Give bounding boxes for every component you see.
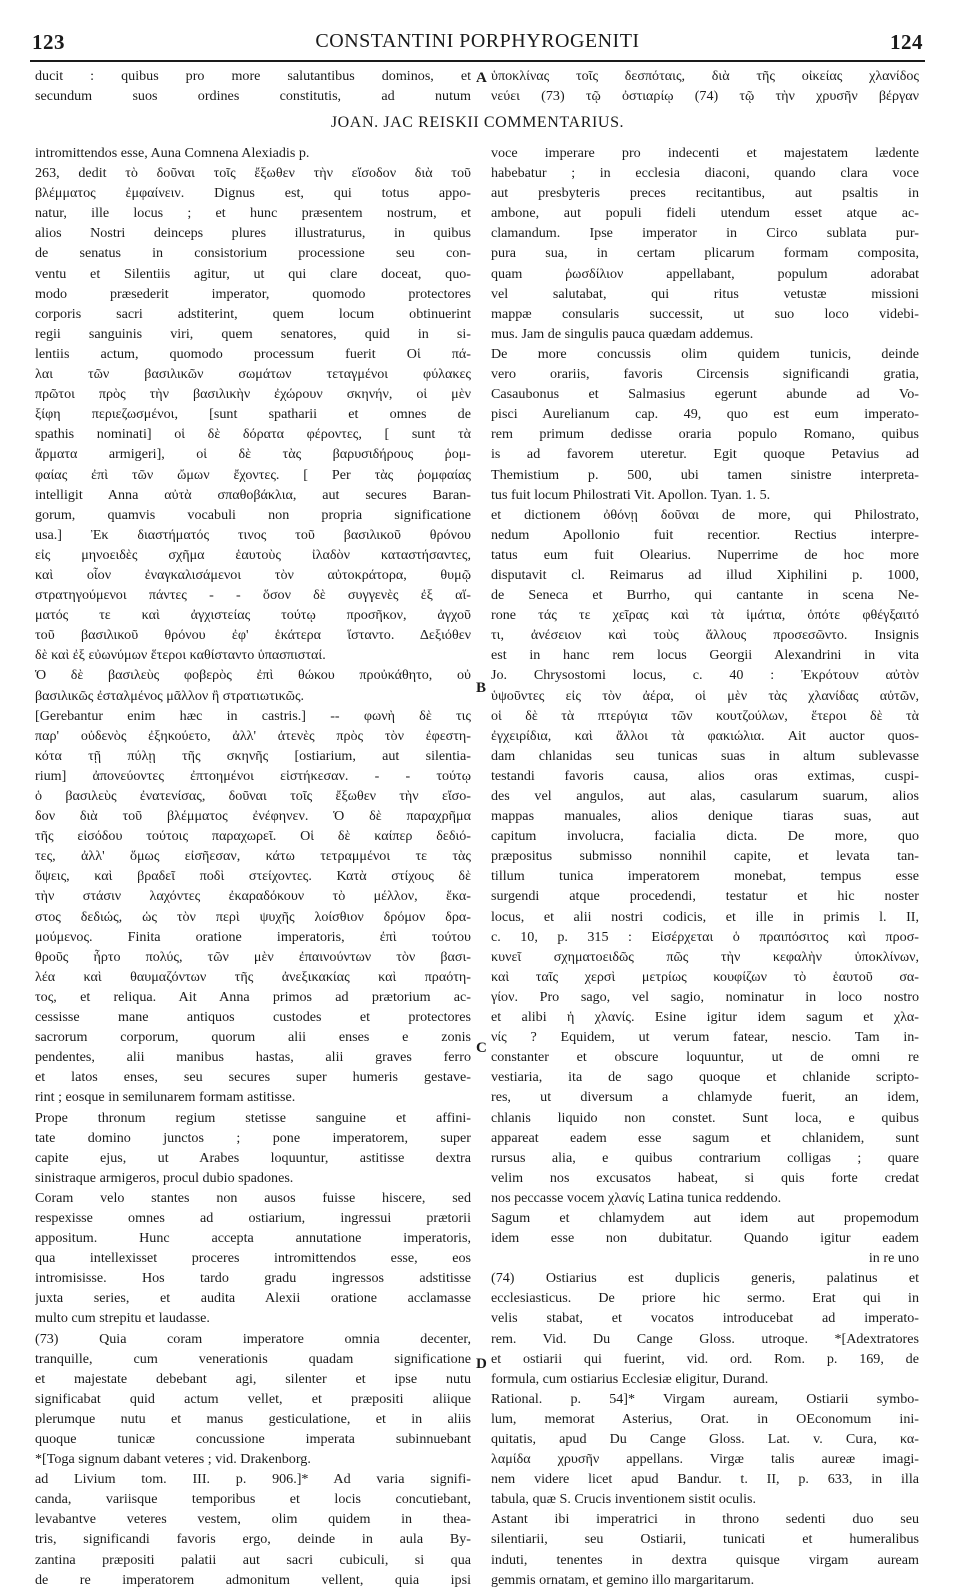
top-text-left	[35, 66, 471, 106]
text-line: corporis sacri adstiterint, quem locum obtinuerint	[35, 305, 471, 322]
text-line: testandi favoris causa, alios oras extimas, cuspi-	[491, 767, 919, 784]
text-line: Jo. Chrysostomi locus, c. 40 : Ἐκρότουν αὐτὸν	[491, 667, 919, 684]
text-line: de Seneca et Burrho, qui cantante in scena Ne-	[491, 587, 919, 604]
text-line: ξίφη περιεζωσμένοι, [sunt spatharii et omnes de	[35, 406, 471, 423]
text-line: et majestate debebant agi, silenter et ipse nutu	[35, 1370, 471, 1387]
text-line: βλέμματος ἐμφαίνειν. Dignus est, qui totus appo-	[35, 185, 471, 202]
text-line: rursus alia, e quibus contrarium colligas ; quare	[491, 1149, 919, 1166]
text-line: Astant ibi imperatrici in throno sedenti duo seu	[491, 1511, 919, 1528]
text-line: εἰς μηνοειδὲς σχῆμα ἑαυτοὺς ἰλαδὸν καταστήσαντες,	[35, 546, 471, 563]
text-line: habebatur ; in ecclesia diaconi, quando clara voce	[491, 165, 919, 182]
text-line: στρατηγούμενοι πάντες - - ὅσον δὲ συγγενὲς ἐξ αἵ-	[35, 587, 471, 604]
text-line: λαμίδα χρυσῆν appellans. Virgæ talis aureæ imagi-	[491, 1451, 919, 1468]
text-line: juxta series, et audita Alexii oratione acclamasse	[35, 1290, 471, 1307]
commentary-title: JOAN. JAC REISKII COMMENTARIUS.	[330, 114, 625, 131]
text-line: et ostiarii qui fuerint, vid. ord. Rom. p. 169, de	[491, 1350, 919, 1367]
margin-marker-a: A	[476, 70, 487, 86]
text-line: canda, variisque temporibus et locis concutiebant,	[35, 1491, 471, 1508]
text-line: mappæ consularis successit, ut suo loco videbi-	[491, 305, 919, 322]
text-line: στος δεδιώς, ὡς τὸν περὶ ψυχῆς λοίσθιον δρόμον δρα-	[35, 908, 471, 925]
text-line: appareat eadem esse sagum et chlanidem, sunt	[491, 1129, 919, 1146]
text-line: τὴν στάσιν λαχόντες ἐκαραδόκουν τὸ μέλλον, ἕκα-	[35, 888, 471, 905]
text-line: velim nos excusatos habeat, si quis forte credat	[491, 1169, 919, 1186]
text-line: in re uno	[868, 1250, 919, 1267]
text-line: pendentes, alii manibus hastas, alii graves ferro	[35, 1049, 471, 1066]
text-line: c. 10, p. 315 : Εἰσέρχεται ὁ πραιπόσιτος καὶ προσ-	[491, 928, 919, 945]
text-line: tris, significandi favoris ergo, deinde in aula By-	[35, 1531, 471, 1548]
text-line: intromisisse. Hos tardo gradu ingressos adstitisse	[35, 1270, 471, 1287]
text-line: de senatus in consistorium processione seu con-	[35, 245, 471, 262]
text-line: θροῦς ἦρτο πολύς, τῶν μὲν ἐπαινούντων τὸν βασι-	[35, 948, 471, 965]
text-line: τι, ἀνέσειον καὶ τοὺς ἄλλους προσεσῶντο. Insignis	[491, 627, 919, 644]
running-title: CONSTANTINI PORPHYROGENITI	[315, 30, 640, 52]
text-line: rem. Vid. Du Cange Gloss. utroque. *[Adextratores	[491, 1330, 919, 1347]
text-line: (74) Ostiarius est duplicis generis, palatinus et	[491, 1270, 919, 1287]
text-line: pura sua, in certam plicarum formam composita,	[491, 245, 919, 262]
text-line: mappas manuales, alios denique tiaras suas, aut	[491, 808, 919, 825]
page-header	[0, 30, 955, 58]
text-line: vestiaria, ita de sago quoque et chlanide scripto-	[491, 1069, 919, 1086]
text-line: mus. Jam de singulis pauca quædam addemus.	[491, 325, 754, 342]
text-line: τοῦ βασιλικοῦ θρόνου ἐφ' ἑκάτερα ἵσταντο. Δεξιόθεν	[35, 627, 471, 644]
text-line: τῆς εἰσόδου τούτοις παραχωρεῖ. Οἱ δὲ καίπερ δεδιό-	[35, 828, 471, 845]
text-line: Prope thronum regium stetisse sanguine et affini-	[35, 1109, 471, 1126]
text-line: chlanis liquido non constet. Sunt loca, e quibus	[491, 1109, 919, 1126]
text-line: tus fuit locum Philostrati Vit. Apollon. Tyan. 1. 5.	[491, 486, 771, 503]
text-line: appositum. Hunc accepta annutatione imperatoris,	[35, 1230, 471, 1247]
text-line: Sagum et chlamydem aut idem aut propemodum	[491, 1209, 919, 1226]
text-line: nos peccasse vocem χλανίς Latina tunica reddendo.	[491, 1189, 782, 1206]
text-line: lum, memorat Asterius, Orat. in OEconomum ini-	[491, 1410, 919, 1427]
text-line: et latos enses, seu secures super humeris gestave-	[35, 1069, 471, 1086]
text-line: Ὁ δὲ βασιλεὺς φοβερὸς ἐπὶ θώκου προὐκάθητο, οὐ	[35, 667, 471, 684]
text-line: surgendi atque procedendi, testatur et hic noster	[491, 888, 919, 905]
text-line: τος, et reliqua. Ait Anna primos ad prætorium ac-	[35, 988, 471, 1005]
text-line: silentiarii, seu Ostiarii, tunicati et humeralibus	[491, 1531, 919, 1548]
text-line: significabat quid actum vellet, et præpositi aliique	[35, 1390, 471, 1407]
text-line: intromittendos esse, Auna Comnena Alexiadis p.	[35, 145, 310, 161]
text-line: sacrorum corporum, quorum alii enses e zonis	[35, 1029, 471, 1046]
text-line: spathis nominati] οἱ δὲ δόρατα φέροντες, [ sunt τὰ	[35, 426, 471, 443]
text-line: regii sanguinis viri, quem senatores, quid in si-	[35, 325, 471, 342]
text-line: quam ῥωσδίλιον appellabant, populum adorabat	[491, 265, 919, 282]
text-line: μούμενος. Finita oratione imperatoris, ἐπὶ τούτου	[35, 928, 471, 945]
text-line: et alibi ἡ χλανίς. Esine igitur idem sagum et χλα-	[491, 1009, 919, 1026]
text-line: tillum tunica imperatorem monebat, tempus esse	[491, 868, 919, 885]
text-line: dam chlanidas seu tunicas suas in altum sublevasse	[491, 747, 919, 764]
text-line: νεύει (73) τῷ ὀστιαρίῳ (74) τῷ τὴν χρυσῆν βέργαν	[491, 88, 919, 105]
text-line: vero orariis, favoris Circensis significandi gratia,	[491, 366, 919, 383]
text-line: ὑψοῦντες εἰς τὸν ἀέρα, οἱ μὲν τὰς χλανίδας αὐτῶν,	[491, 687, 919, 704]
margin-marker-d: D	[476, 1356, 487, 1372]
text-line: voce imperare pro indecenti et majestatem lædente	[491, 145, 919, 161]
text-line: zantina præpositi palatii aut sacri cubiculi, si qua	[35, 1551, 471, 1568]
text-line: φαίας ἐπὶ τῶν ὤμων ἔχοντες. [ Per τὰς ῥομφαίας	[35, 466, 471, 483]
text-line: gorum, quamvis vocabuli non propria significatione	[35, 506, 471, 523]
text-line: ad Livium tom. III. p. 906.]* Ad varia signifi-	[35, 1471, 471, 1488]
text-line: rone τάς τε χεῖρας καὶ τὰ ἱμάτια, ὁπότε φθέγξαιτό	[491, 607, 919, 624]
top-text-right	[491, 66, 919, 106]
text-line: καὶ οἷον ἐναγκαλισάμενοι τὸν αὐτοκράτορα, θυμῷ	[35, 566, 471, 583]
text-line: ὁ βασιλεὺς ἐνατενίσας, δοῦναι τοῖς ἔξωθεν τὴν εἴσο-	[35, 788, 471, 804]
text-line: tatus eum fuit Olearius. Nuperrime de hoc more	[491, 546, 919, 563]
header-rule	[30, 60, 925, 62]
text-line: aut presbyteris preces recitantibus, aut psaltis in	[491, 185, 919, 202]
text-line: πρῶτοι πρὸς τὴν βασιλικὴν ἐχώρουν σκηνήν, οἱ μὲν	[35, 386, 471, 403]
text-line: disputavit cl. Reimarus ad illud Xiphilini p. 1000,	[491, 566, 919, 583]
text-line: capite ejus, ut Arabes loquuntur, astitisse dextra	[35, 1149, 471, 1166]
text-line: quitatis, apud Du Cange Gloss. Lat. v. Cura, κα-	[491, 1431, 919, 1447]
text-line: cessisse mane antiquos custodes et protectores	[35, 1009, 471, 1026]
text-line: Rational. p. 54]* Virgam auream, Ostiarii symbo-	[491, 1390, 919, 1407]
text-line: οἱ δὲ τὰ πτερύγια τῶν κουτζούλων, ἕτεροι δὲ τὰ	[491, 707, 919, 724]
text-line: capitum involucra, facialia dicta. De more, quo	[491, 828, 919, 845]
text-line: [Gerebantur enim hæc in castris.] -- φωνὴ δὲ τις	[35, 707, 471, 724]
text-line: νίς ? Equidem, ut verum fatear, nescio. Tam in-	[491, 1029, 919, 1046]
text-line: velis stabat, et vocatos introducebat ad imperato-	[491, 1310, 919, 1327]
text-line: respexisse omnes ad ostiarium, ingressui prætorii	[35, 1209, 471, 1226]
page-number-right: 124	[890, 30, 923, 54]
text-line: tabula, quæ S. Crucis inventionem sistit oculis.	[491, 1491, 757, 1508]
text-line: de re imperatorem admonitum vellent, quia ipsi	[35, 1571, 471, 1588]
text-line: 263, dedit τὸ δοῦναι τοῖς ἔξωθεν τὴν εἴσοδον διὰ τοῦ	[35, 165, 471, 182]
margin-marker-c: C	[476, 1040, 487, 1056]
text-line: des vel angulos, aut alas, casularum suarum, alios	[491, 788, 919, 804]
text-line: ambone, aut populi fideli utendum esset atque ac-	[491, 205, 919, 222]
text-line: γίον. Pro sago, vel sagio, nominatur in loco nostro	[491, 988, 919, 1005]
text-line: Coram velo stantes non ausos fuisse hiscere, sed	[35, 1189, 471, 1206]
text-line: κυνεῖ σχηματοειδῶς πῶς τὴν κεφαλὴν ὑποκλίνων,	[491, 948, 919, 965]
text-line: lentiis actum, quomodo processum fuerit Οἱ πά-	[35, 345, 471, 362]
commentary-right-column	[491, 143, 919, 1590]
text-line: τες, ἀλλ' ὅμως εἰσῆεσαν, κάτω τετραμμένοι τε τὰς	[35, 848, 471, 865]
text-line: qua intellexisset proceres intromittendos esse, eos	[35, 1250, 471, 1267]
text-line: ecclesiasticus. De priore hic sermo. Erat qui in	[491, 1290, 919, 1307]
text-line: tate domino junctos ; pone imperatorem, super	[35, 1129, 471, 1146]
text-line: induti, tenentes in dextra quisque virgam auream	[491, 1551, 919, 1568]
text-line: multo cum strepitu et laudasse.	[35, 1310, 210, 1327]
text-line: ducit : quibus pro more salutantibus dominos, et	[35, 68, 471, 84]
text-line: constanter et obscure loquuntur, ut de omni re	[491, 1049, 919, 1066]
text-line: pisci Aurelianum cap. 49, quo est eum imperato-	[491, 406, 919, 423]
text-line: idem esse non dubitatur. Quando igitur eadem	[491, 1230, 919, 1247]
text-line: præpositus submisso nonnihil capite, et levata tan-	[491, 848, 919, 865]
text-line: gemmis ornatam, et gemino illo margaritarum.	[491, 1571, 755, 1588]
text-line: λαι τῶν βασιλικῶν σωμάτων τεταγμένοι φύλακες	[35, 366, 471, 383]
text-line: res, ut diversum a chlamyde fuerit, an idem,	[491, 1089, 919, 1106]
text-line: clamandum. Ipse imperator in Circo sublata pur-	[491, 225, 919, 242]
text-line: rium] ἀπονεύοντες ἐπτοημένοι εἱστήκεσαν. - - τούτῳ	[35, 767, 471, 784]
text-line: plerumque nutu et manus gesticulatione, et in aliis	[35, 1410, 471, 1427]
text-line: παρ' οὐδενὸς ἐξηκούετο, ἀλλ' ἀτενὲς πρὸς τὸν ἐφεστη-	[35, 727, 471, 744]
text-line: sinistraque armigeros, procul dubio spadones.	[35, 1169, 294, 1186]
text-line: formula, cum ostiarius Ecclesiæ eligitur, Durand.	[491, 1370, 769, 1387]
text-line: Casaubonus et Salmasius egerunt abunde ad Vo-	[491, 386, 919, 403]
text-line: ὄψεις, καὶ βραδεῖ ποδὶ στείχοντες. Κατὰ στίχους δὲ	[35, 868, 471, 885]
text-line: locus, et alii nostri codicis, et ille in primis l. II,	[491, 908, 919, 925]
text-line: alios Nostri deinceps plures illustraturus, in quibus	[35, 225, 471, 242]
text-line: βασιλικῶς ἐσταλμένος μᾶλλον ἢ στρατιωτικῶς.	[35, 687, 305, 704]
text-line: λέα καὶ θαυμαζόντων τῆς ἀνεξικακίας καὶ πραότη-	[35, 968, 471, 985]
text-line: καὶ ταῖς χερσὶ μετρίως κουφίζων τὸ ἑαυτοῦ σα-	[491, 968, 919, 985]
text-line: et dictionem ὀθόνῃ δοῦναι de more, qui Philostrato,	[491, 506, 919, 523]
text-line: natur, ille locus ; et hunc præsentem nostrum, et	[35, 205, 471, 222]
page-number-left: 123	[32, 30, 65, 54]
text-line: ἐγχειρίδια, καὶ ἄλλοι τὰ φακιώλια. Ait auctor quos-	[491, 727, 919, 744]
text-line: Themistium p. 500, ubi tamen sinistre interpreta-	[491, 466, 919, 483]
text-line: tranquille, cum venerationis quadam significatione	[35, 1350, 471, 1367]
text-line: est in hanc rem locus Georgii Alexandrini in vita	[491, 647, 919, 664]
text-line: ματός τε καὶ ἀγχιστείας τούτῳ προσῆκον, ἀγχοῦ	[35, 607, 471, 624]
text-line: vel salutabat, qui ritus vetustæ missioni	[491, 285, 919, 302]
margin-marker-b: B	[476, 680, 487, 696]
text-line: nedum Apollonio fuit recentior. Rectius interpre-	[491, 526, 919, 543]
text-line: ὑποκλίνας τοῖς δεσπόταις, διὰ τῆς οἰκείας χλανίδος	[491, 68, 919, 84]
text-line: intelligit Anna αὐτὰ σπαθοβάκλια, aut secures Baran-	[35, 486, 471, 503]
text-line: usa.] Ἐκ διαστήματός τινος τοῦ βασιλικοῦ θρόνου	[35, 526, 471, 543]
text-line: quoque tunicæ concussione imperata subinnuebant	[35, 1431, 471, 1447]
text-line: modo præsederit imperator, quomodo protectores	[35, 285, 471, 302]
text-line: nem videre licet apud Bandur. t. II, p. 633, in illa	[491, 1471, 919, 1488]
text-line: levabantve veteres vestem, olim quidem in thea-	[35, 1511, 471, 1528]
text-line: rint ; eosque in semilunarem formam astitisse.	[35, 1089, 296, 1106]
text-line: De more concussis olim quidem tunicis, deinde	[491, 345, 919, 362]
text-line: is ad favorem uteretur. Egit quoque Petavius ad	[491, 446, 919, 463]
text-line: rem primum dedisse oraria populo Romano, quibus	[491, 426, 919, 443]
text-line: ventu et Silentiis agitur, ut qui clare doceat, quo-	[35, 265, 471, 282]
commentary-left-column	[35, 143, 471, 1590]
text-line: *[Toga signum dabant veteres ; vid. Drakenborg.	[35, 1451, 311, 1468]
text-line: secundum suos ordines constitutis, ad nutum	[35, 88, 471, 105]
text-line: ἄρματα armigeri], οἱ δὲ τὰς βαρυσιδήρους ῥομ-	[35, 446, 471, 463]
text-line: κότα τῇ πύλῃ τῆς σκηνῆς [ostiarium, aut silentia-	[35, 747, 471, 764]
text-line: δὲ καὶ ἐξ εὐωνύμων ἕτεροι καθίσταντο ὑπασπισταί.	[35, 647, 326, 664]
text-line: (73) Quia coram imperatore omnia decenter,	[35, 1330, 471, 1347]
text-line: δον διὰ τοῦ βλέμματος ἐνέφηνεν. Ὁ δὲ παραχρῆμα	[35, 808, 471, 825]
